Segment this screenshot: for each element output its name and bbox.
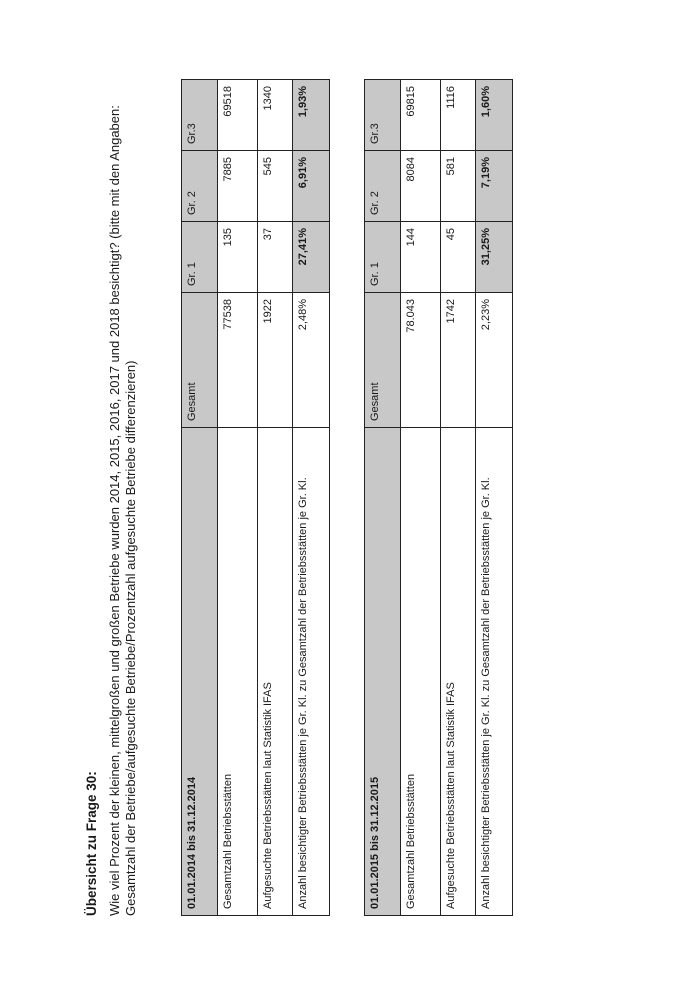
table-cell: 1,60% (476, 80, 513, 151)
column-header: Gesamt (365, 293, 401, 428)
column-header: Gr.3 (365, 80, 401, 151)
table-cell: 581 (441, 151, 476, 222)
row-label: Anzahl besichtigter Betriebsstätten je Gr. Kl. zu Gesamtzahl der Betriebsstätten je Gr. Kl. (293, 428, 330, 916)
table-cell: 7885 (218, 151, 258, 222)
table-header-row (182, 80, 218, 916)
table-cell: 6,91% (293, 151, 330, 222)
page-heading: Übersicht zu Frage 30: (84, 771, 99, 916)
table-cell: 1922 (258, 293, 293, 428)
period-cell: 01.01.2015 bis 31.12.2015 (365, 428, 401, 916)
column-header: Gr.3 (182, 80, 218, 151)
table-header-row (365, 80, 401, 916)
table-cell: 545 (258, 151, 293, 222)
table-cell: 144 (401, 222, 441, 293)
table-cell: 135 (218, 222, 258, 293)
row-label: Gesamtzahl Betriebsstätten (401, 428, 441, 916)
table-row (476, 80, 513, 916)
table-cell: 31,25% (476, 222, 513, 293)
table-cell: 27,41% (293, 222, 330, 293)
table-cell: 2,48% (293, 293, 330, 428)
table-cell: 7,19% (476, 151, 513, 222)
table-cell: 2,23% (476, 293, 513, 428)
column-header: Gr. 2 (182, 151, 218, 222)
column-header: Gr. 1 (365, 222, 401, 293)
table-row (258, 80, 293, 916)
table-cell: 1742 (441, 293, 476, 428)
row-label: Aufgesuchte Betriebsstätten laut Statistik IFAS (258, 428, 293, 916)
row-label: Gesamtzahl Betriebsstätten (218, 428, 258, 916)
column-header: Gesamt (182, 293, 218, 428)
table-cell: 1340 (258, 80, 293, 151)
table-row (293, 80, 330, 916)
table-cell: 77538 (218, 293, 258, 428)
table-cell: 8084 (401, 151, 441, 222)
table-2014 (181, 79, 330, 916)
table-cell: 1,93% (293, 80, 330, 151)
row-label: Aufgesuchte Betriebsstätten laut Statistik IFAS (441, 428, 476, 916)
table-cell: 1116 (441, 80, 476, 151)
table-cell: 45 (441, 222, 476, 293)
table-row (441, 80, 476, 916)
table-cell: 78.043 (401, 293, 441, 428)
table-2015 (364, 79, 513, 916)
table-row (218, 80, 258, 916)
table-row (401, 80, 441, 916)
column-header: Gr. 2 (365, 151, 401, 222)
table-cell: 69815 (401, 80, 441, 151)
table-cell: 37 (258, 222, 293, 293)
row-label: Anzahl besichtigter Betriebsstätten je Gr. Kl. zu Gesamtzahl der Betriebsstätten je Gr. Kl. (476, 428, 513, 916)
table-cell: 69518 (218, 80, 258, 151)
question-text: Wie viel Prozent der kleinen, mittelgroßen und großen Betriebe wurden 2014, 2015, 2016, 2017 und 2018 besichtigt? (bitte mit den Angaben: Gesamtzahl der Betriebe/aufgesuchte Betriebe/Prozentzahl aufgesuchte Betriebe differenzieren) (107, 105, 138, 916)
column-header: Gr. 1 (182, 222, 218, 293)
period-cell: 01.01.2014 bis 31.12.2014 (182, 428, 218, 916)
